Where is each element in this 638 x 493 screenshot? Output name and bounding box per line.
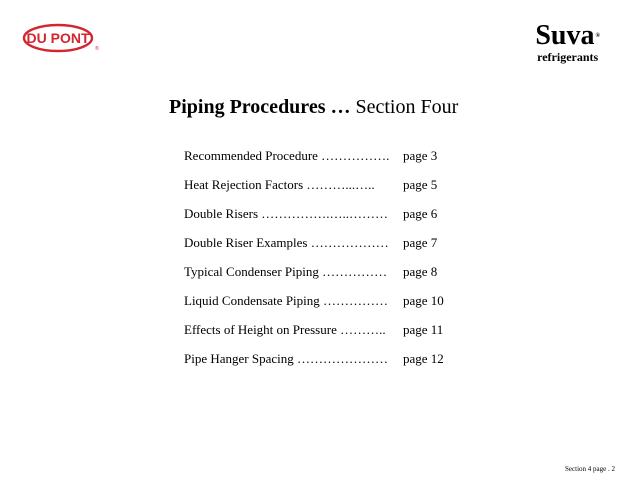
toc-entry-page: page 6 — [403, 206, 438, 221]
toc-row — [184, 148, 484, 177]
toc-entry-label: Pipe Hanger Spacing ………………… — [184, 351, 389, 366]
toc-entry-label: Recommended Procedure ……………. — [184, 148, 390, 163]
toc-row — [184, 206, 484, 235]
dupont-logo — [22, 22, 100, 54]
toc-row — [184, 293, 484, 322]
suva-logo — [535, 22, 600, 63]
page-title — [169, 96, 458, 119]
toc-entry-page: page 3 — [403, 148, 438, 163]
toc-entry-label: Double Risers …………….…..……… — [184, 206, 389, 221]
suva-registered-mark: ® — [595, 33, 600, 39]
toc-row — [184, 264, 484, 293]
toc-entry-page: page 7 — [403, 235, 438, 250]
page-footer: Section 4 page . 2 — [565, 465, 615, 473]
toc-row — [184, 322, 484, 351]
toc-entry-page: page 11 — [403, 322, 444, 337]
toc-entry-label: Typical Condenser Piping …………… — [184, 264, 388, 279]
title-section: Section Four — [355, 96, 459, 118]
toc-entry-page: page 8 — [403, 264, 438, 279]
toc-entry-page: page 10 — [403, 293, 444, 308]
title-main: Piping Procedures … — [169, 96, 351, 118]
suva-wordmark: Suva — [535, 20, 595, 51]
toc-entry-label: Double Riser Examples ……………… — [184, 235, 389, 250]
toc-row — [184, 235, 484, 264]
toc-row — [184, 177, 484, 206]
toc-entry-label: Liquid Condensate Piping …………… — [184, 293, 389, 308]
toc-entry-page: page 5 — [403, 177, 438, 192]
dupont-registered-mark: ® — [95, 46, 99, 52]
toc-row — [184, 351, 484, 380]
toc-entry-label: Effects of Height on Pressure ……….. — [184, 322, 386, 337]
toc-entry-page: page 12 — [403, 351, 444, 366]
toc-entry-label: Heat Rejection Factors ………...….. — [184, 177, 375, 192]
dupont-wordmark: DU PONT — [26, 30, 90, 46]
suva-tagline: refrigerants — [537, 50, 599, 64]
table-of-contents — [184, 148, 484, 380]
